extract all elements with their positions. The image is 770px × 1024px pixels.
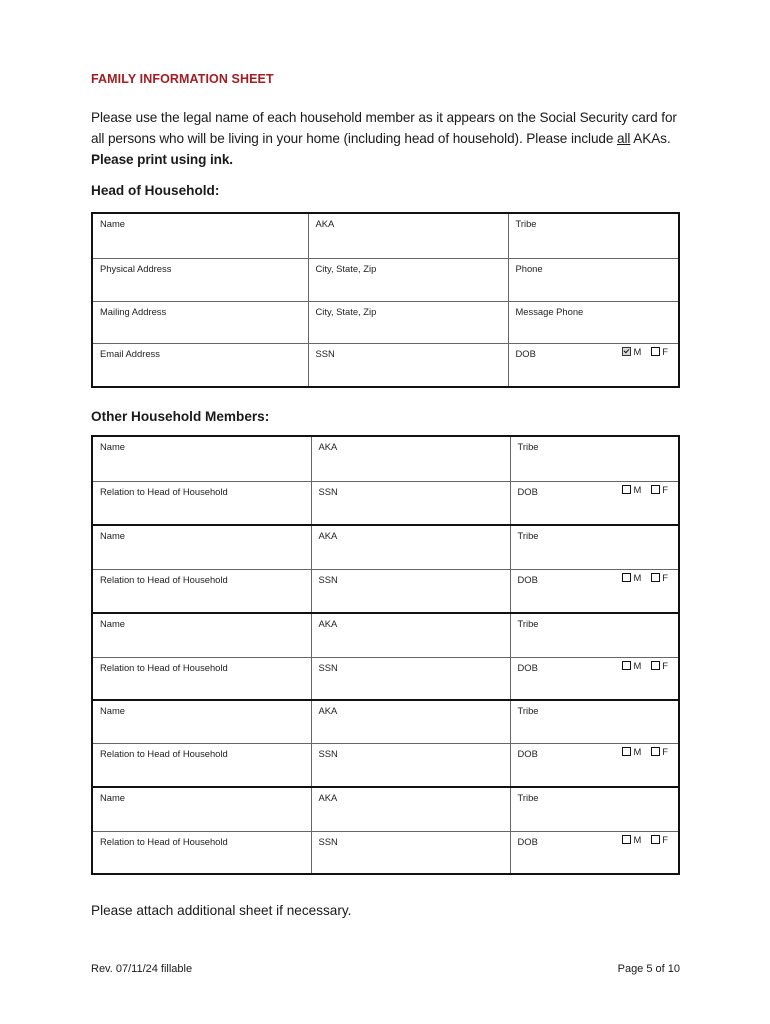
member-ssn-field[interactable]: SSN	[311, 569, 510, 613]
member-name-field[interactable]: Name	[92, 613, 311, 657]
dob-label: DOB	[515, 347, 536, 359]
email-address-field[interactable]: Email Address	[92, 343, 308, 387]
member-female-label: F	[662, 483, 668, 495]
intro-text: Please use the legal name of each household member as it appears on the Social Security card for all persons who will be living in your home (including head of household). Please include	[91, 110, 677, 146]
member-male-checkbox[interactable]	[622, 661, 631, 670]
page-number: Page 5 of 10	[617, 963, 680, 975]
gender-selector	[622, 346, 668, 357]
member-dob-field[interactable]	[510, 743, 679, 787]
attach-note: Please attach additional sheet if necessary.	[91, 903, 352, 918]
member-male-label: M	[633, 659, 642, 671]
member-relation-field[interactable]: Relation to Head of Household	[92, 569, 311, 613]
mailing-address-field[interactable]: Mailing Address	[92, 301, 308, 343]
member-female-label: F	[662, 571, 668, 583]
member-dob-field[interactable]	[510, 831, 679, 874]
member-aka-field[interactable]: AKA	[311, 787, 510, 831]
member-tribe-field[interactable]: Tribe	[510, 613, 679, 657]
physical-address-field[interactable]: Physical Address	[92, 258, 308, 301]
head-of-household-table	[91, 212, 680, 388]
member-tribe-field[interactable]: Tribe	[510, 700, 679, 743]
member-ssn-field[interactable]: SSN	[311, 481, 510, 525]
member-dob-label: DOB	[517, 661, 538, 673]
other-household-members-table	[91, 435, 680, 875]
name-field[interactable]: Name	[92, 213, 308, 258]
member-tribe-field[interactable]: Tribe	[510, 525, 679, 569]
revision-footer: Rev. 07/11/24 fillable	[91, 963, 193, 975]
member-gender-selector	[622, 660, 668, 671]
member-male-checkbox[interactable]	[622, 747, 631, 756]
member-dob-label: DOB	[517, 485, 538, 497]
member-aka-field[interactable]: AKA	[311, 700, 510, 743]
member-female-checkbox[interactable]	[651, 747, 660, 756]
intro-underlined: all	[617, 131, 631, 146]
city-state-zip-field[interactable]: City, State, Zip	[308, 258, 508, 301]
aka-field[interactable]: AKA	[308, 213, 508, 258]
phone-field[interactable]: Phone	[508, 258, 679, 301]
tribe-field[interactable]: Tribe	[508, 213, 679, 258]
member-female-label: F	[662, 659, 668, 671]
member-male-label: M	[633, 571, 642, 583]
member-dob-field[interactable]	[510, 481, 679, 525]
member-ssn-field[interactable]: SSN	[311, 657, 510, 700]
member-gender-selector	[622, 834, 668, 845]
member-female-label: F	[662, 833, 668, 845]
member-gender-selector	[622, 746, 668, 757]
member-dob-label: DOB	[517, 573, 538, 585]
member-dob-field[interactable]	[510, 657, 679, 700]
member-female-checkbox[interactable]	[651, 573, 660, 582]
member-dob-label: DOB	[517, 747, 538, 759]
member-female-checkbox[interactable]	[651, 835, 660, 844]
ssn-field[interactable]: SSN	[308, 343, 508, 387]
member-ssn-field[interactable]: SSN	[311, 831, 510, 874]
member-male-checkbox[interactable]	[622, 485, 631, 494]
male-label: M	[633, 345, 642, 357]
member-relation-field[interactable]: Relation to Head of Household	[92, 657, 311, 700]
member-aka-field[interactable]: AKA	[311, 525, 510, 569]
male-checkbox[interactable]	[622, 347, 631, 356]
member-male-label: M	[633, 483, 642, 495]
other-household-members-heading: Other Household Members:	[91, 409, 270, 424]
member-gender-selector	[622, 572, 668, 583]
member-female-checkbox[interactable]	[651, 661, 660, 670]
intro-text-2: AKAs.	[630, 131, 671, 146]
member-tribe-field[interactable]: Tribe	[510, 787, 679, 831]
member-tribe-field[interactable]: Tribe	[510, 436, 679, 481]
mailing-city-state-zip-field[interactable]: City, State, Zip	[308, 301, 508, 343]
member-aka-field[interactable]: AKA	[311, 613, 510, 657]
member-male-label: M	[633, 833, 642, 845]
member-name-field[interactable]: Name	[92, 700, 311, 743]
member-male-checkbox[interactable]	[622, 573, 631, 582]
female-label: F	[662, 345, 668, 357]
intro-paragraph	[91, 107, 691, 170]
member-ssn-field[interactable]: SSN	[311, 743, 510, 787]
member-dob-label: DOB	[517, 835, 538, 847]
member-male-label: M	[633, 745, 642, 757]
member-female-checkbox[interactable]	[651, 485, 660, 494]
member-dob-field[interactable]	[510, 569, 679, 613]
page-title: FAMILY INFORMATION SHEET	[91, 72, 274, 86]
member-name-field[interactable]: Name	[92, 436, 311, 481]
dob-field[interactable]	[508, 343, 679, 387]
intro-bold: Please print using ink.	[91, 152, 233, 167]
member-gender-selector	[622, 484, 668, 495]
message-phone-field[interactable]: Message Phone	[508, 301, 679, 343]
member-name-field[interactable]: Name	[92, 787, 311, 831]
member-female-label: F	[662, 745, 668, 757]
member-relation-field[interactable]: Relation to Head of Household	[92, 481, 311, 525]
member-male-checkbox[interactable]	[622, 835, 631, 844]
member-relation-field[interactable]: Relation to Head of Household	[92, 743, 311, 787]
head-of-household-heading: Head of Household:	[91, 183, 220, 198]
member-name-field[interactable]: Name	[92, 525, 311, 569]
female-checkbox[interactable]	[651, 347, 660, 356]
member-aka-field[interactable]: AKA	[311, 436, 510, 481]
member-relation-field[interactable]: Relation to Head of Household	[92, 831, 311, 874]
